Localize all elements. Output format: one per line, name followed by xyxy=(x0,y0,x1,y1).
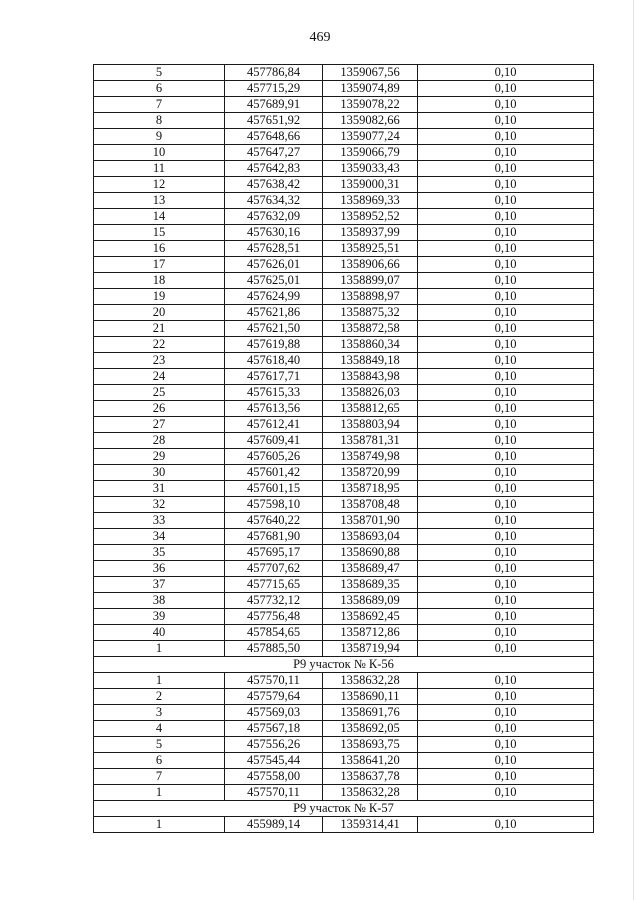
point-number-cell: 6 xyxy=(94,753,225,769)
y-coordinate-cell: 1358690,11 xyxy=(323,689,418,705)
point-number-cell: 30 xyxy=(94,465,225,481)
accuracy-cell: 0,10 xyxy=(418,145,594,161)
table-row xyxy=(94,225,594,241)
y-coordinate-cell: 1359033,43 xyxy=(323,161,418,177)
table-row xyxy=(94,769,594,785)
point-number-cell: 1 xyxy=(94,817,225,833)
x-coordinate-cell: 457854,65 xyxy=(225,625,323,641)
accuracy-cell: 0,10 xyxy=(418,417,594,433)
x-coordinate-cell: 457628,51 xyxy=(225,241,323,257)
point-number-cell: 33 xyxy=(94,513,225,529)
table-row xyxy=(94,753,594,769)
accuracy-cell: 0,10 xyxy=(418,321,594,337)
accuracy-cell: 0,10 xyxy=(418,193,594,209)
accuracy-cell: 0,10 xyxy=(418,753,594,769)
y-coordinate-cell: 1358906,66 xyxy=(323,257,418,273)
accuracy-cell: 0,10 xyxy=(418,705,594,721)
x-coordinate-cell: 457579,64 xyxy=(225,689,323,705)
point-number-cell: 22 xyxy=(94,337,225,353)
x-coordinate-cell: 457569,03 xyxy=(225,705,323,721)
point-number-cell: 14 xyxy=(94,209,225,225)
table-row xyxy=(94,513,594,529)
y-coordinate-cell: 1359074,89 xyxy=(323,81,418,97)
x-coordinate-cell: 457647,27 xyxy=(225,145,323,161)
y-coordinate-cell: 1358693,04 xyxy=(323,529,418,545)
x-coordinate-cell: 457732,12 xyxy=(225,593,323,609)
y-coordinate-cell: 1358849,18 xyxy=(323,353,418,369)
table-row xyxy=(94,609,594,625)
table-row xyxy=(94,129,594,145)
point-number-cell: 29 xyxy=(94,449,225,465)
x-coordinate-cell: 457640,22 xyxy=(225,513,323,529)
y-coordinate-cell: 1358719,94 xyxy=(323,641,418,657)
accuracy-cell: 0,10 xyxy=(418,625,594,641)
y-coordinate-cell: 1358708,48 xyxy=(323,497,418,513)
table-row xyxy=(94,209,594,225)
table-row xyxy=(94,337,594,353)
accuracy-cell: 0,10 xyxy=(418,641,594,657)
accuracy-cell: 0,10 xyxy=(418,113,594,129)
point-number-cell: 1 xyxy=(94,785,225,801)
table-row xyxy=(94,433,594,449)
table-row xyxy=(94,689,594,705)
section-title: Р9 участок № К-57 xyxy=(94,801,594,817)
y-coordinate-cell: 1359314,41 xyxy=(323,817,418,833)
point-number-cell: 1 xyxy=(94,673,225,689)
x-coordinate-cell: 457558,00 xyxy=(225,769,323,785)
point-number-cell: 20 xyxy=(94,305,225,321)
accuracy-cell: 0,10 xyxy=(418,129,594,145)
table-row xyxy=(94,289,594,305)
point-number-cell: 37 xyxy=(94,577,225,593)
accuracy-cell: 0,10 xyxy=(418,545,594,561)
accuracy-cell: 0,10 xyxy=(418,289,594,305)
accuracy-cell: 0,10 xyxy=(418,737,594,753)
table-row xyxy=(94,705,594,721)
y-coordinate-cell: 1359082,66 xyxy=(323,113,418,129)
y-coordinate-cell: 1358691,76 xyxy=(323,705,418,721)
table-row xyxy=(94,161,594,177)
x-coordinate-cell: 457625,01 xyxy=(225,273,323,289)
x-coordinate-cell: 457715,29 xyxy=(225,81,323,97)
table-row xyxy=(94,673,594,689)
x-coordinate-cell: 457651,92 xyxy=(225,113,323,129)
x-coordinate-cell: 457634,32 xyxy=(225,193,323,209)
accuracy-cell: 0,10 xyxy=(418,689,594,705)
accuracy-cell: 0,10 xyxy=(418,305,594,321)
accuracy-cell: 0,10 xyxy=(418,465,594,481)
y-coordinate-cell: 1358712,86 xyxy=(323,625,418,641)
point-number-cell: 3 xyxy=(94,705,225,721)
x-coordinate-cell: 457601,15 xyxy=(225,481,323,497)
x-coordinate-cell: 457642,83 xyxy=(225,161,323,177)
accuracy-cell: 0,10 xyxy=(418,353,594,369)
x-coordinate-cell: 457621,50 xyxy=(225,321,323,337)
point-number-cell: 19 xyxy=(94,289,225,305)
scan-edge xyxy=(633,0,634,900)
y-coordinate-cell: 1358860,34 xyxy=(323,337,418,353)
x-coordinate-cell: 457626,01 xyxy=(225,257,323,273)
point-number-cell: 23 xyxy=(94,353,225,369)
y-coordinate-cell: 1359067,56 xyxy=(323,65,418,81)
table-row xyxy=(94,737,594,753)
y-coordinate-cell: 1358843,98 xyxy=(323,369,418,385)
table-row xyxy=(94,97,594,113)
accuracy-cell: 0,10 xyxy=(418,241,594,257)
y-coordinate-cell: 1358689,09 xyxy=(323,593,418,609)
table-row xyxy=(94,369,594,385)
table-row xyxy=(94,785,594,801)
point-number-cell: 35 xyxy=(94,545,225,561)
y-coordinate-cell: 1358718,95 xyxy=(323,481,418,497)
accuracy-cell: 0,10 xyxy=(418,433,594,449)
point-number-cell: 8 xyxy=(94,113,225,129)
point-number-cell: 4 xyxy=(94,721,225,737)
section-title: Р9 участок № К-56 xyxy=(94,657,594,673)
table-row xyxy=(94,593,594,609)
y-coordinate-cell: 1359077,24 xyxy=(323,129,418,145)
table-row xyxy=(94,497,594,513)
y-coordinate-cell: 1358899,07 xyxy=(323,273,418,289)
accuracy-cell: 0,10 xyxy=(418,529,594,545)
point-number-cell: 40 xyxy=(94,625,225,641)
point-number-cell: 32 xyxy=(94,497,225,513)
point-number-cell: 12 xyxy=(94,177,225,193)
table-row xyxy=(94,721,594,737)
table-row xyxy=(94,113,594,129)
point-number-cell: 5 xyxy=(94,65,225,81)
table-row xyxy=(94,145,594,161)
x-coordinate-cell: 457609,41 xyxy=(225,433,323,449)
accuracy-cell: 0,10 xyxy=(418,497,594,513)
table-row xyxy=(94,817,594,833)
x-coordinate-cell: 457632,09 xyxy=(225,209,323,225)
table-row xyxy=(94,577,594,593)
x-coordinate-cell: 457638,42 xyxy=(225,177,323,193)
y-coordinate-cell: 1358689,47 xyxy=(323,561,418,577)
y-coordinate-cell: 1358875,32 xyxy=(323,305,418,321)
table-row xyxy=(94,273,594,289)
y-coordinate-cell: 1358749,98 xyxy=(323,449,418,465)
table-row xyxy=(94,401,594,417)
x-coordinate-cell: 457570,11 xyxy=(225,785,323,801)
point-number-cell: 28 xyxy=(94,433,225,449)
x-coordinate-cell: 457689,91 xyxy=(225,97,323,113)
table-row xyxy=(94,545,594,561)
x-coordinate-cell: 457598,10 xyxy=(225,497,323,513)
y-coordinate-cell: 1358632,28 xyxy=(323,673,418,689)
accuracy-cell: 0,10 xyxy=(418,721,594,737)
accuracy-cell: 0,10 xyxy=(418,225,594,241)
y-coordinate-cell: 1359066,79 xyxy=(323,145,418,161)
accuracy-cell: 0,10 xyxy=(418,513,594,529)
accuracy-cell: 0,10 xyxy=(418,401,594,417)
point-number-cell: 13 xyxy=(94,193,225,209)
accuracy-cell: 0,10 xyxy=(418,577,594,593)
accuracy-cell: 0,10 xyxy=(418,369,594,385)
x-coordinate-cell: 457681,90 xyxy=(225,529,323,545)
point-number-cell: 2 xyxy=(94,689,225,705)
y-coordinate-cell: 1358803,94 xyxy=(323,417,418,433)
table-row xyxy=(94,321,594,337)
y-coordinate-cell: 1358826,03 xyxy=(323,385,418,401)
table-row xyxy=(94,465,594,481)
point-number-cell: 1 xyxy=(94,641,225,657)
x-coordinate-cell: 457715,65 xyxy=(225,577,323,593)
x-coordinate-cell: 457695,17 xyxy=(225,545,323,561)
point-number-cell: 27 xyxy=(94,417,225,433)
y-coordinate-cell: 1358781,31 xyxy=(323,433,418,449)
point-number-cell: 39 xyxy=(94,609,225,625)
y-coordinate-cell: 1358925,51 xyxy=(323,241,418,257)
y-coordinate-cell: 1358693,75 xyxy=(323,737,418,753)
y-coordinate-cell: 1358692,05 xyxy=(323,721,418,737)
point-number-cell: 38 xyxy=(94,593,225,609)
table-row xyxy=(94,625,594,641)
point-number-cell: 25 xyxy=(94,385,225,401)
accuracy-cell: 0,10 xyxy=(418,177,594,193)
point-number-cell: 16 xyxy=(94,241,225,257)
table-row xyxy=(94,529,594,545)
accuracy-cell: 0,10 xyxy=(418,609,594,625)
y-coordinate-cell: 1358812,65 xyxy=(323,401,418,417)
x-coordinate-cell: 457630,16 xyxy=(225,225,323,241)
accuracy-cell: 0,10 xyxy=(418,785,594,801)
y-coordinate-cell: 1358689,35 xyxy=(323,577,418,593)
accuracy-cell: 0,10 xyxy=(418,449,594,465)
table-row xyxy=(94,177,594,193)
y-coordinate-cell: 1358937,99 xyxy=(323,225,418,241)
table-row xyxy=(94,385,594,401)
point-number-cell: 9 xyxy=(94,129,225,145)
point-number-cell: 7 xyxy=(94,97,225,113)
page-number: 469 xyxy=(309,30,331,45)
y-coordinate-cell: 1358898,97 xyxy=(323,289,418,305)
point-number-cell: 31 xyxy=(94,481,225,497)
point-number-cell: 18 xyxy=(94,273,225,289)
x-coordinate-cell: 457648,66 xyxy=(225,129,323,145)
x-coordinate-cell: 457605,26 xyxy=(225,449,323,465)
y-coordinate-cell: 1358637,78 xyxy=(323,769,418,785)
accuracy-cell: 0,10 xyxy=(418,65,594,81)
x-coordinate-cell: 457786,84 xyxy=(225,65,323,81)
point-number-cell: 36 xyxy=(94,561,225,577)
x-coordinate-cell: 457707,62 xyxy=(225,561,323,577)
y-coordinate-cell: 1358692,45 xyxy=(323,609,418,625)
table-row xyxy=(94,561,594,577)
point-number-cell: 5 xyxy=(94,737,225,753)
accuracy-cell: 0,10 xyxy=(418,817,594,833)
coordinates-table-body xyxy=(94,65,594,833)
point-number-cell: 7 xyxy=(94,769,225,785)
table-row xyxy=(94,193,594,209)
accuracy-cell: 0,10 xyxy=(418,385,594,401)
table-row xyxy=(94,65,594,81)
point-number-cell: 10 xyxy=(94,145,225,161)
table-row xyxy=(94,81,594,97)
point-number-cell: 11 xyxy=(94,161,225,177)
x-coordinate-cell: 457624,99 xyxy=(225,289,323,305)
x-coordinate-cell: 457567,18 xyxy=(225,721,323,737)
x-coordinate-cell: 457619,88 xyxy=(225,337,323,353)
coordinates-table xyxy=(93,64,594,833)
point-number-cell: 26 xyxy=(94,401,225,417)
y-coordinate-cell: 1359078,22 xyxy=(323,97,418,113)
x-coordinate-cell: 457621,86 xyxy=(225,305,323,321)
table-row xyxy=(94,353,594,369)
y-coordinate-cell: 1358872,58 xyxy=(323,321,418,337)
table-row xyxy=(94,641,594,657)
x-coordinate-cell: 457618,40 xyxy=(225,353,323,369)
accuracy-cell: 0,10 xyxy=(418,81,594,97)
point-number-cell: 21 xyxy=(94,321,225,337)
table-row xyxy=(94,481,594,497)
x-coordinate-cell: 457612,41 xyxy=(225,417,323,433)
x-coordinate-cell: 457885,50 xyxy=(225,641,323,657)
x-coordinate-cell: 457556,26 xyxy=(225,737,323,753)
table-row xyxy=(94,417,594,433)
point-number-cell: 34 xyxy=(94,529,225,545)
x-coordinate-cell: 457601,42 xyxy=(225,465,323,481)
x-coordinate-cell: 457570,11 xyxy=(225,673,323,689)
accuracy-cell: 0,10 xyxy=(418,593,594,609)
point-number-cell: 24 xyxy=(94,369,225,385)
table-row xyxy=(94,305,594,321)
accuracy-cell: 0,10 xyxy=(418,273,594,289)
y-coordinate-cell: 1358720,99 xyxy=(323,465,418,481)
section-header-row xyxy=(94,657,594,673)
section-header-row xyxy=(94,801,594,817)
x-coordinate-cell: 457615,33 xyxy=(225,385,323,401)
accuracy-cell: 0,10 xyxy=(418,97,594,113)
table-row xyxy=(94,449,594,465)
x-coordinate-cell: 457756,48 xyxy=(225,609,323,625)
point-number-cell: 6 xyxy=(94,81,225,97)
accuracy-cell: 0,10 xyxy=(418,161,594,177)
table-row xyxy=(94,241,594,257)
x-coordinate-cell: 455989,14 xyxy=(225,817,323,833)
y-coordinate-cell: 1358641,20 xyxy=(323,753,418,769)
y-coordinate-cell: 1358969,33 xyxy=(323,193,418,209)
y-coordinate-cell: 1358632,28 xyxy=(323,785,418,801)
y-coordinate-cell: 1358952,52 xyxy=(323,209,418,225)
accuracy-cell: 0,10 xyxy=(418,561,594,577)
accuracy-cell: 0,10 xyxy=(418,769,594,785)
y-coordinate-cell: 1358690,88 xyxy=(323,545,418,561)
accuracy-cell: 0,10 xyxy=(418,337,594,353)
accuracy-cell: 0,10 xyxy=(418,673,594,689)
x-coordinate-cell: 457613,56 xyxy=(225,401,323,417)
y-coordinate-cell: 1358701,90 xyxy=(323,513,418,529)
x-coordinate-cell: 457617,71 xyxy=(225,369,323,385)
y-coordinate-cell: 1359000,31 xyxy=(323,177,418,193)
x-coordinate-cell: 457545,44 xyxy=(225,753,323,769)
accuracy-cell: 0,10 xyxy=(418,209,594,225)
point-number-cell: 17 xyxy=(94,257,225,273)
accuracy-cell: 0,10 xyxy=(418,257,594,273)
table-row xyxy=(94,257,594,273)
accuracy-cell: 0,10 xyxy=(418,481,594,497)
point-number-cell: 15 xyxy=(94,225,225,241)
